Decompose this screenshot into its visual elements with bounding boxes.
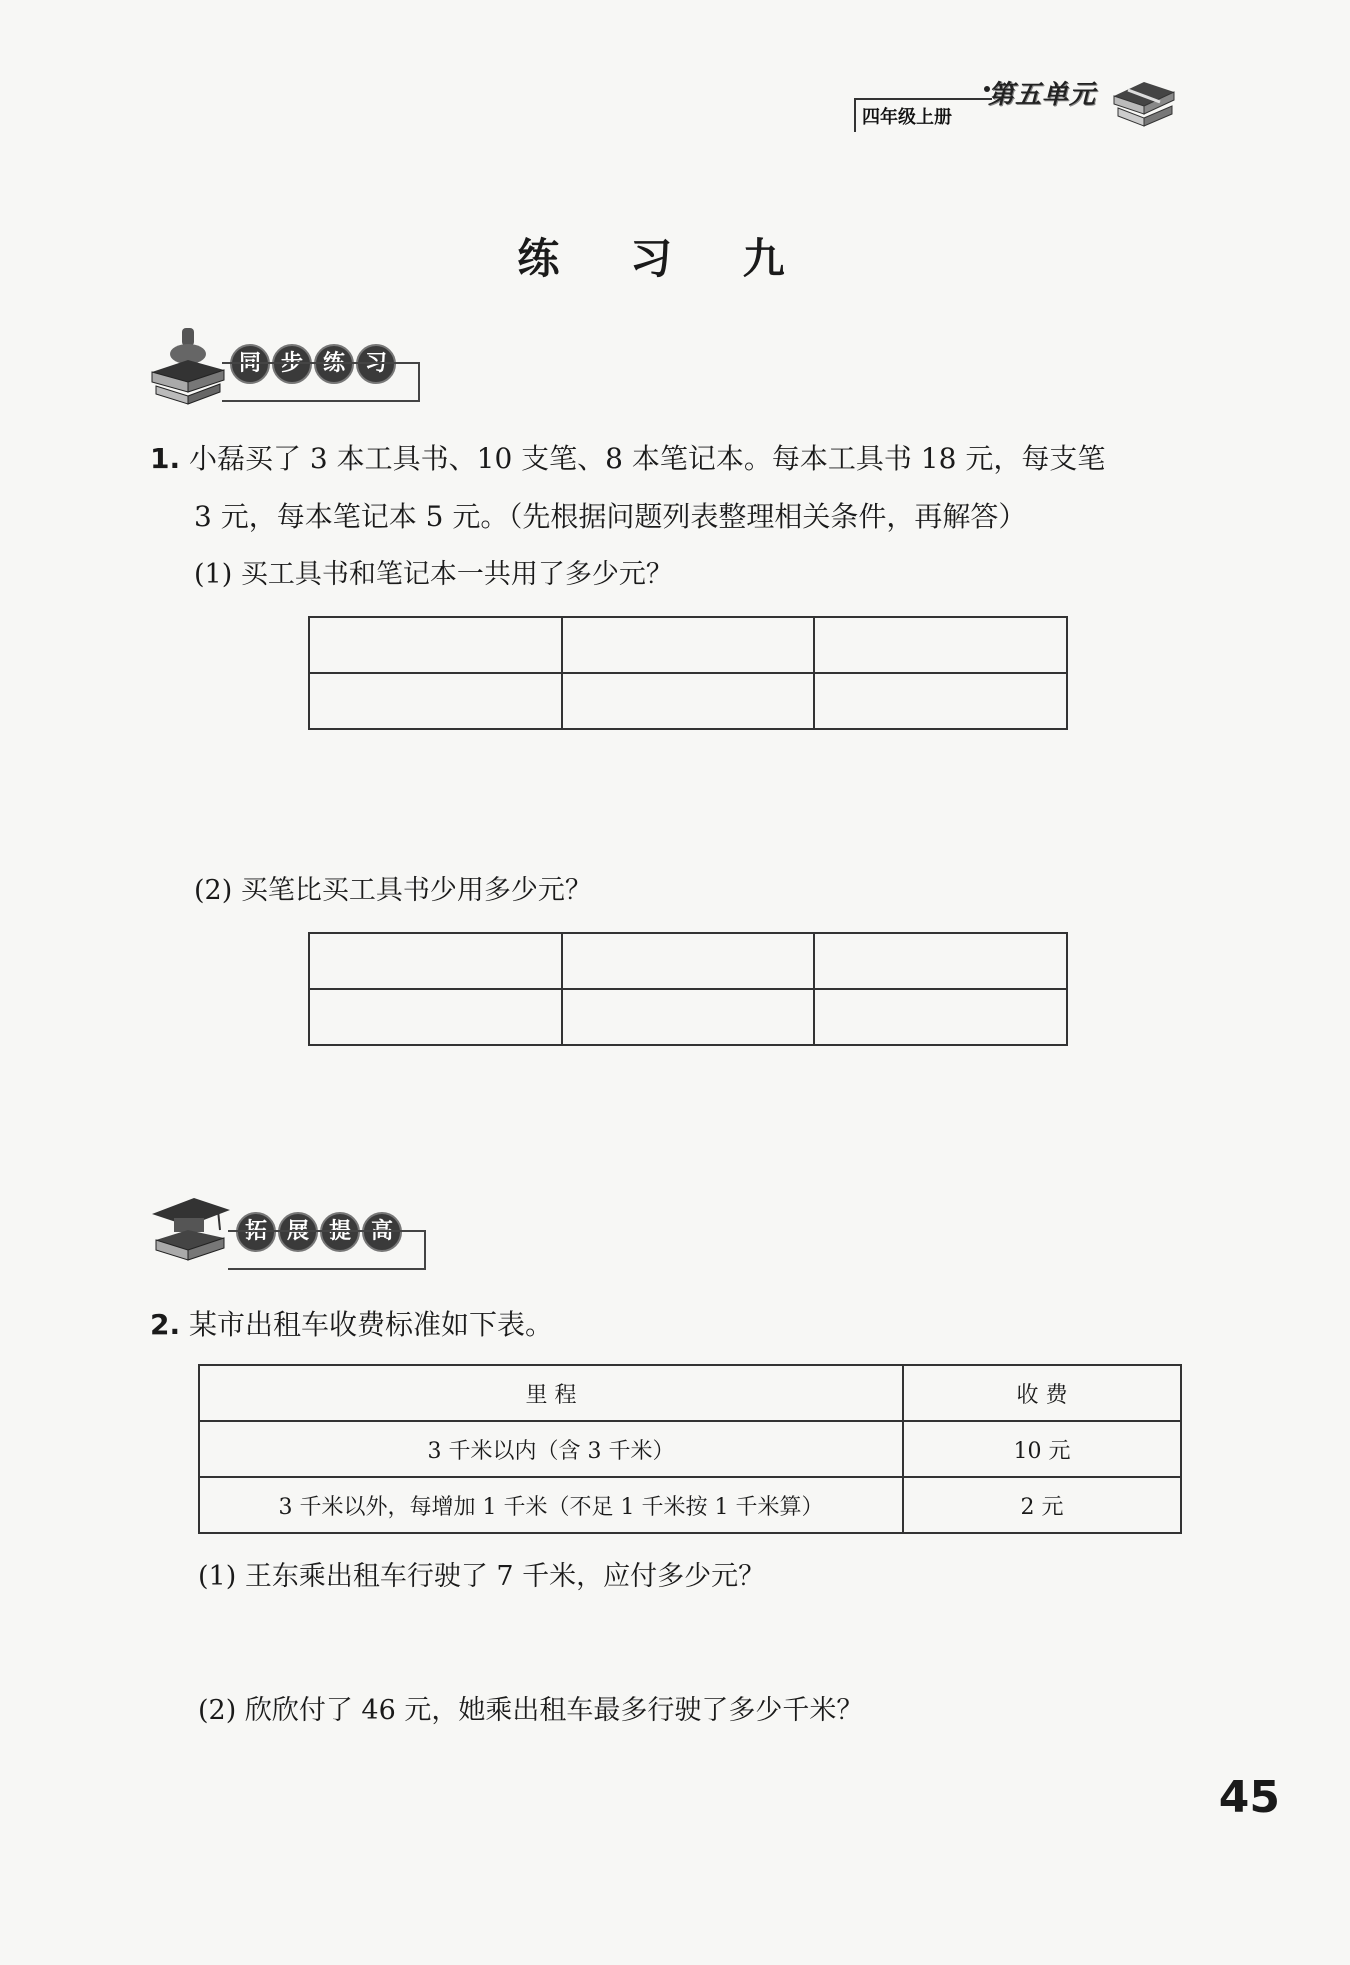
badge-char: 高 [362, 1212, 402, 1252]
q2-sub2: (2) 欣欣付了 46 元，她乘出租车最多行驶了多少千米？ [198, 1695, 864, 1726]
q1-line1 [150, 430, 1105, 488]
answer-cell[interactable] [562, 673, 815, 729]
q2-line [150, 1296, 553, 1354]
badge-char: 同 [230, 344, 270, 384]
answer-cell[interactable] [814, 989, 1067, 1045]
badge-char: 提 [320, 1212, 360, 1252]
answer-cell[interactable] [309, 989, 562, 1045]
answer-cell[interactable] [814, 617, 1067, 673]
q1-text-line2: 3 元，每本笔记本 5 元。（先根据问题列表整理相关条件，再解答） [194, 500, 1027, 533]
badge-char: 练 [314, 344, 354, 384]
q1-sub2: (2) 买笔比买工具书少用多少元？ [194, 875, 592, 906]
q1-sub1: (1) 买工具书和笔记本一共用了多少元？ [194, 559, 673, 590]
answer-cell[interactable] [309, 933, 562, 989]
badge-char: 习 [356, 344, 396, 384]
page-title: 练 习 九 [517, 234, 813, 283]
badge-frame [222, 362, 420, 402]
fare-fee-cell: 2 元 [903, 1477, 1181, 1533]
fare-table [198, 1364, 1182, 1534]
answer-cell[interactable] [562, 989, 815, 1045]
answer-table-2 [308, 932, 1068, 1046]
book-lamp-icon [148, 324, 228, 408]
answer-cell[interactable] [309, 617, 562, 673]
q2-sub1: (1) 王东乘出租车行驶了 7 千米，应付多少元？ [198, 1561, 766, 1592]
graduation-cap-icon [148, 1196, 232, 1272]
badge-char: 展 [278, 1212, 318, 1252]
grade-label: 四年级上册 [862, 107, 952, 128]
answer-cell[interactable] [814, 673, 1067, 729]
q2-number: 2. [150, 1308, 181, 1341]
q2-text: 某市出租车收费标准如下表。 [189, 1308, 554, 1341]
fare-header-fee: 收 费 [903, 1365, 1181, 1421]
badge-char: 步 [272, 344, 312, 384]
fare-fee-cell: 10 元 [903, 1421, 1181, 1477]
q1-number: 1. [150, 442, 181, 475]
page-number: 45 [1218, 1772, 1280, 1823]
answer-cell[interactable] [309, 673, 562, 729]
book-stack-icon [1108, 62, 1180, 134]
fare-distance-cell: 3 千米以外，每增加 1 千米（不足 1 千米按 1 千米算） [199, 1477, 903, 1533]
answer-cell[interactable] [814, 933, 1067, 989]
q1-text-line1: 小磊买了 3 本工具书、10 支笔、8 本笔记本。每本工具书 18 元，每支笔 [189, 442, 1106, 475]
answer-cell[interactable] [562, 617, 815, 673]
unit-label: 第五单元 [988, 80, 1097, 110]
badge-char: 拓 [236, 1212, 276, 1252]
badge-frame [228, 1230, 426, 1270]
fare-distance-cell: 3 千米以内（含 3 千米） [199, 1421, 903, 1477]
answer-table-1 [308, 616, 1068, 730]
answer-cell[interactable] [562, 933, 815, 989]
fare-header-distance: 里 程 [199, 1365, 903, 1421]
